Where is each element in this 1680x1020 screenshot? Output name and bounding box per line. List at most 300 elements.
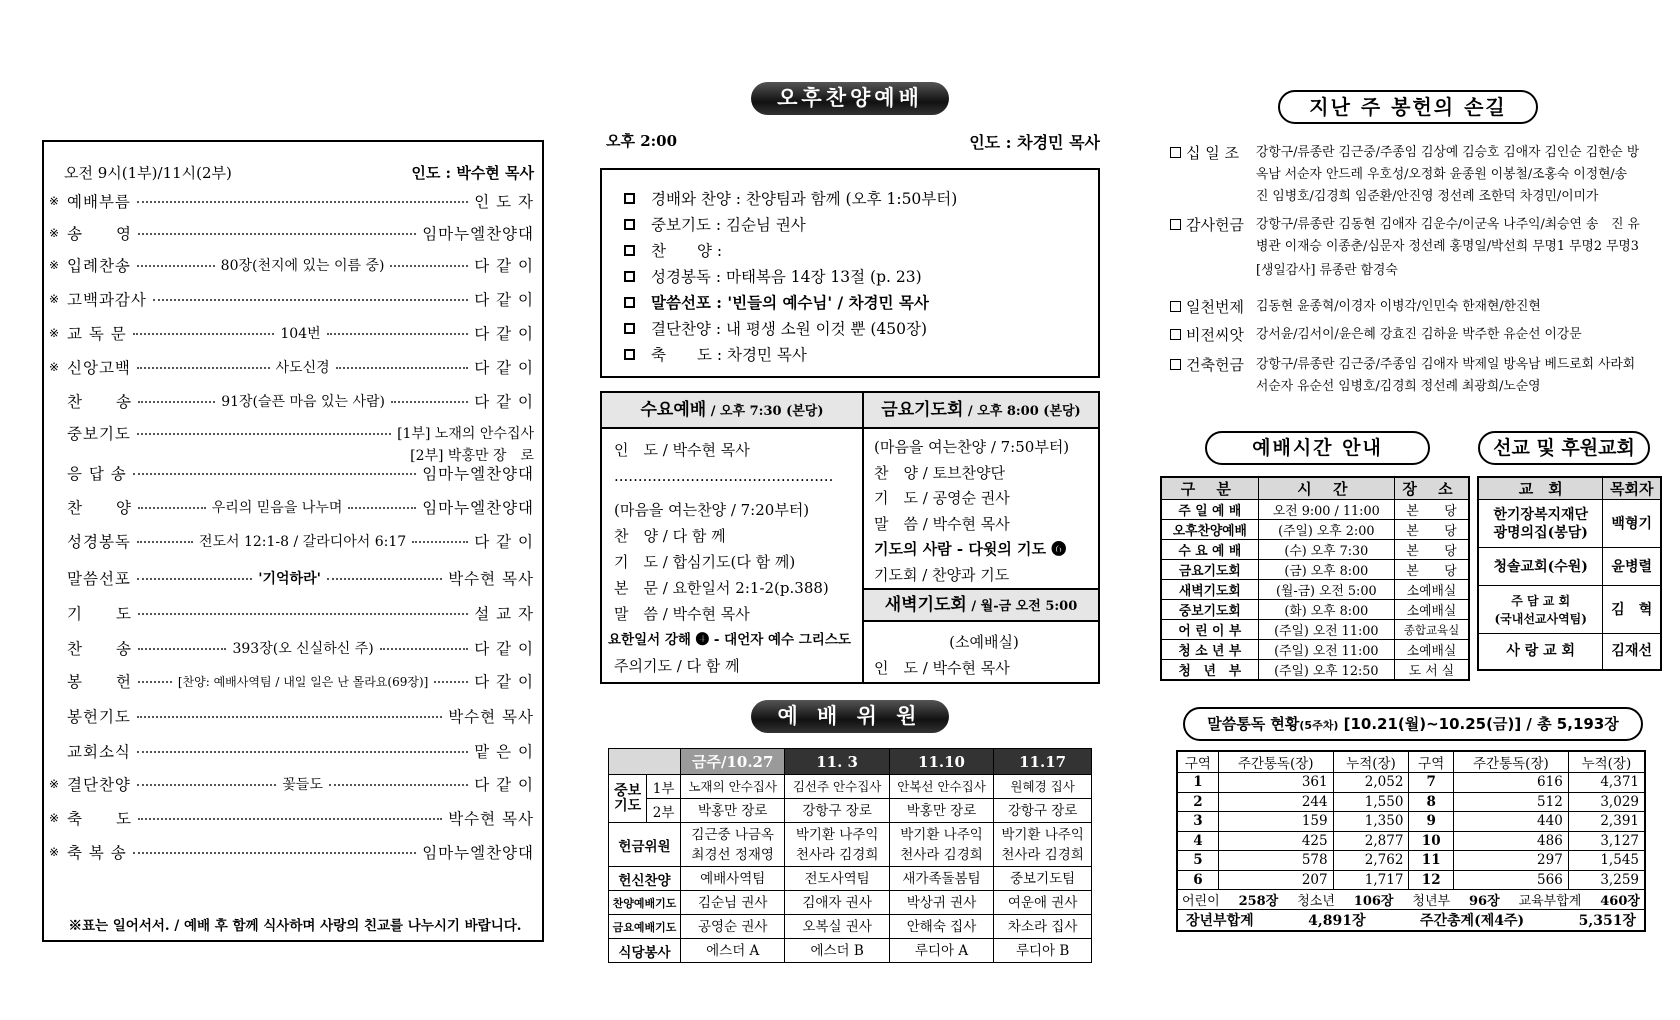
order-responsible: 다 같 이 [474, 673, 534, 691]
order-row [49, 567, 534, 589]
order-label: 축 도 [67, 810, 132, 828]
leader-dots [380, 648, 469, 650]
afternoon-order-text: 중보기도 : 김순님 권사 [651, 216, 806, 234]
wednesday-line: 요한일서 강해 ❹ - 대언자 예수 그리스도 [608, 632, 851, 648]
order-row [49, 530, 534, 552]
dept-count: 96장 [1469, 894, 1500, 909]
leader-dots [138, 818, 442, 820]
servant-name: 박상귀 권사 [889, 891, 993, 915]
reading-header: 구역 [1409, 751, 1454, 773]
reading-cumulative: 1,717 [1333, 870, 1409, 890]
total-label: 장년부합계 [1186, 913, 1254, 929]
reading-district: 8 [1409, 792, 1454, 812]
servant-name: 오복실 권사 [785, 915, 889, 939]
servants-title: 예 배 위 원 [751, 700, 949, 733]
order-row [49, 322, 534, 344]
offering-names: 강항구/류종란 김근중/주종임 김상예 김승호 김애자 김인순 김한순 방옥남 서순자 안드레 우호성/오정화 윤종원 이봉철/조홍숙 이정현/송 진 임병호/김경희 임준환/안진영 정선례 조한덕 차경민/이미가 [1256, 145, 1640, 204]
dawn-line: (소예배실) [949, 633, 1019, 651]
missions-header: 교 회 [1478, 477, 1603, 500]
checkbox-icon [624, 271, 635, 282]
reading-cumulative: 4,371 [1568, 773, 1645, 793]
dawn-title: 새벽기도회 [884, 595, 967, 615]
leader-dots [133, 852, 416, 854]
order-row [49, 422, 534, 444]
wednesday-line: 찬 양 / 다 함 께 [614, 527, 726, 545]
offering-label-text: 비전씨앗 [1186, 326, 1244, 344]
reading-weekly: 361 [1218, 773, 1333, 793]
order-detail: 80장(천지에 있는 이름 중) [220, 258, 385, 274]
servant-name: 박홍만 장로 [889, 799, 993, 823]
order-row [49, 807, 534, 829]
reading-district: 5 [1177, 851, 1218, 871]
servants-sub-label: 2부 [647, 799, 681, 823]
standing-mark: ※ [49, 326, 60, 340]
leader-dots [137, 433, 391, 435]
wednesday-header [602, 393, 862, 427]
wednesday-line: 인 도 / 박수현 목사 [614, 441, 750, 459]
checkbox-icon [1170, 219, 1181, 230]
wednesday-time: / 오후 7:30 (본당) [706, 404, 824, 419]
checkbox-icon [624, 297, 635, 308]
order-row [49, 356, 534, 378]
order-detail: 전도서 12:1-8 / 갈라디아서 6:17 [198, 534, 407, 550]
leader-dots [138, 507, 206, 509]
order-label: 성경봉독 [67, 533, 131, 551]
order-detail: 104번 [280, 326, 321, 342]
servants-group-label: 식당봉사 [609, 939, 681, 963]
standing-mark: ※ [49, 811, 60, 825]
servants-group-label: 찬양예배기도 [609, 891, 681, 915]
standing-mark: ※ [49, 360, 60, 374]
order-row [49, 190, 534, 212]
missions-title: 선교 및 후원교회 [1478, 431, 1650, 465]
reading-weekly: 486 [1453, 831, 1568, 851]
leader-dots [336, 367, 469, 369]
schedule-service: 중보기도회 [1161, 600, 1258, 620]
schedule-service: 오후찬양예배 [1161, 520, 1258, 540]
schedule-header: 구 분 [1161, 477, 1258, 500]
servants-table [608, 748, 1092, 963]
standing-mark: ※ [49, 292, 60, 306]
reading-cumulative: 2,391 [1568, 812, 1645, 832]
leader-dots [327, 333, 469, 335]
order-detail: 91장(슬픈 마음 있는 사람) [221, 394, 385, 410]
dept-count: 460장 [1600, 894, 1640, 909]
reading-district: 2 [1177, 792, 1218, 812]
afternoon-order-item [624, 211, 1098, 237]
order-responsible: 다 같 이 [474, 291, 534, 309]
schedule-header: 장 소 [1395, 477, 1469, 500]
order-responsible: 다 같 이 [474, 776, 535, 794]
reading-title-box [1183, 707, 1643, 741]
order-row [49, 254, 534, 276]
friday-line: 기 도 / 공영순 권사 [874, 489, 1010, 507]
reading-week: (5주차) [1299, 719, 1339, 732]
leader-dots [138, 613, 468, 615]
afternoon-order-item [624, 341, 1098, 367]
checkbox-icon [624, 323, 635, 334]
reading-title: 말씀통독 현황 [1207, 715, 1300, 733]
total-count: 4,891장 [1308, 913, 1366, 929]
dawn-time: / 월-금 오전 5:00 [966, 599, 1078, 614]
servant-name: 에스더 A [681, 939, 785, 963]
servant-name: 공영순 권사 [681, 915, 785, 939]
schedule-table [1160, 476, 1470, 681]
schedule-service: 청 년 부 [1161, 660, 1258, 681]
mission-pastor: 백형기 [1603, 500, 1661, 548]
offering-label-text: 십 일 조 [1186, 144, 1240, 162]
reading-header: 주간통독(장) [1218, 751, 1333, 773]
order-responsible: 인 도 자 [474, 193, 534, 211]
leader-dots [329, 784, 468, 786]
order-label: 교회소식 [67, 743, 131, 761]
wednesday-line: (마음을 여는찬양 / 7:20부터) [614, 501, 810, 519]
offering-names: 강항구/류종란 김동현 김애자 김운수/이군옥 나주익/최승연 송 진 유병관 이재승 이종춘/심문자 정선례 홍명일/박선희 무명1 무명2 무명3 [1256, 217, 1640, 254]
servant-name: 김애자 권사 [785, 891, 889, 915]
schedule-time: (금) 오후 8:00 [1258, 560, 1394, 580]
order-responsible: 임마누엘찬양대 [422, 465, 534, 483]
reading-header: 주간통독(장) [1453, 751, 1568, 773]
schedule-place: 소예배실 [1395, 600, 1469, 620]
schedule-time: (주일) 오후 2:00 [1258, 520, 1394, 540]
schedule-place: 본 당 [1395, 540, 1469, 560]
schedule-service: 주 일 예 배 [1161, 500, 1258, 520]
leader-dots [327, 578, 442, 580]
standing-mark: ※ [49, 258, 60, 272]
order-label: 기 도 [67, 605, 132, 623]
dawn-line: 인 도 / 박수현 목사 [874, 659, 1010, 677]
servants-sub-label: 1부 [647, 775, 681, 799]
reading-weekly: 244 [1218, 792, 1333, 812]
order-responsible: 박수현 목사 [448, 570, 534, 588]
leader-dots [137, 784, 276, 786]
checkbox-icon [624, 193, 635, 204]
reading-district: 4 [1177, 831, 1218, 851]
order-row [49, 496, 534, 518]
offering-label [1170, 296, 1244, 317]
reading-header: 누적(장) [1333, 751, 1409, 773]
servant-name: 박기환 나주익 천사라 김경희 [785, 823, 889, 867]
reading-cumulative: 2,877 [1333, 831, 1409, 851]
checkbox-icon [624, 219, 635, 230]
order-label: 봉 헌 [67, 673, 132, 691]
schedule-place: 소예배실 [1395, 580, 1469, 600]
order-responsible: 박수현 목사 [448, 810, 534, 828]
offering-names: 김동현 윤종혁/이경자 이병각/인민숙 한재현/한진현 [1256, 299, 1541, 314]
servants-group-label: 헌금위원 [609, 823, 681, 867]
offering-label [1170, 214, 1244, 235]
order-responsible: 설 교 자 [474, 605, 534, 623]
checkbox-icon [624, 349, 635, 360]
reading-dept-row [1177, 890, 1645, 910]
leader-dots [434, 681, 468, 683]
leader-dots [137, 716, 442, 718]
offering-names: 강항구/류종란 김근중/주종임 김애자 박제일 방옥남 베드로회 사라회 서순자 유순선 임병호/김경희 정선례 최광희/노순영 [1256, 357, 1636, 394]
order-label: 봉헌기도 [67, 708, 131, 726]
dept-label: 청년부 [1412, 894, 1451, 909]
afternoon-time: 오후 2:00 [606, 132, 678, 150]
order-label: 찬 송 [67, 640, 132, 658]
order-detail: [찬양: 예배사역팀 / 내일 일은 난 몰라요(69장)] [177, 674, 429, 689]
wednesday-line: 기 도 / 합심기도(다 함 께) [614, 553, 796, 571]
order-row [49, 705, 534, 727]
order-label: 찬 송 [67, 393, 132, 411]
reading-cumulative: 1,350 [1333, 812, 1409, 832]
dept-label: 어린이 [1182, 894, 1220, 909]
leader-dots [412, 541, 468, 543]
servants-date-header: 11. 3 [785, 749, 889, 775]
morning-leader: 인도 : 박수현 목사 [411, 164, 534, 182]
order-responsible: 박수현 목사 [448, 708, 534, 726]
afternoon-order-text: 경배와 찬양 : 찬양팀과 함께 (오후 1:50부터) [651, 190, 958, 208]
leader-dots [391, 401, 468, 403]
afternoon-order-text: 축 도 : 차경민 목사 [651, 346, 807, 364]
leader-dots [138, 648, 227, 650]
servant-name: 노재의 안수집사 [681, 775, 785, 799]
offering-label-text: 건축헌금 [1186, 356, 1244, 374]
reading-district: 10 [1409, 831, 1454, 851]
schedule-time: (화) 오후 8:00 [1258, 600, 1394, 620]
leader-dots [137, 541, 193, 543]
friday-line: 기도회 / 찬양과 기도 [874, 565, 1010, 584]
leader-dots [137, 265, 215, 267]
checkbox-icon [1170, 147, 1181, 158]
schedule-place: 종합교육실 [1395, 620, 1469, 640]
order-responsible: 임마누엘찬양대 [422, 844, 534, 862]
missions-table [1477, 476, 1662, 671]
servants-date-header: 11.17 [994, 749, 1092, 775]
order-responsible: 다 같 이 [474, 257, 534, 275]
order-row [49, 740, 534, 762]
afternoon-order-text: 성경봉독 : 마태복음 14장 13절 (p. 23) [651, 268, 922, 286]
missions-header: 목회자 [1603, 477, 1661, 500]
afternoon-order-item [624, 315, 1098, 341]
offering-names: [생일감사] 류종란 함경숙 [1256, 263, 1398, 278]
order-row [49, 222, 534, 244]
friday-time: / 오후 8:00 (본당) [963, 404, 1081, 419]
servant-name: 김순님 권사 [681, 891, 785, 915]
mission-church: 주 담 교 회 (국내선교사역팀) [1478, 586, 1603, 634]
order-label: 신앙고백 [67, 359, 131, 377]
reading-cumulative: 1,545 [1568, 851, 1645, 871]
schedule-service: 어 린 이 부 [1161, 620, 1258, 640]
wednesday-line: 말 씀 / 박수현 목사 [614, 605, 750, 623]
friday-header [864, 393, 1098, 427]
servants-group-label: 금요예배기도 [609, 915, 681, 939]
leader-dots [137, 578, 252, 580]
standing-mark: ※ [49, 845, 60, 859]
servant-name: 김근중 나금옥 최경선 정재영 [681, 823, 785, 867]
order-responsible: 임마누엘찬양대 [422, 225, 534, 243]
reading-weekly: 159 [1218, 812, 1333, 832]
friday-line: 말 씀 / 박수현 목사 [874, 514, 1010, 533]
reading-weekly: 440 [1453, 812, 1568, 832]
leader-dots [137, 201, 468, 203]
reading-period: [10.21(월)~10.25(금)] / 총 5,193장 [1338, 715, 1619, 733]
leader-dots [137, 751, 468, 753]
reading-cumulative: 2,052 [1333, 773, 1409, 793]
mission-church: 한기장복지재단 광명의집(봉담) [1478, 500, 1603, 548]
schedule-time: (주일) 오전 11:00 [1258, 640, 1394, 660]
order-label: 말씀선포 [67, 570, 131, 588]
intercession-second: [2부] 박홍만 장 로 [410, 448, 534, 464]
dept-label: 교육부합계 [1518, 894, 1582, 909]
servant-name: 김선주 안수집사 [785, 775, 889, 799]
order-detail: 393장(오 신실하신 주) [232, 641, 374, 657]
morning-footnote: ※표는 일어서서. / 예배 후 함께 식사하며 사랑의 친교를 나누시기 바랍니다. [68, 918, 522, 934]
schedule-time: (월-금) 오전 5:00 [1258, 580, 1394, 600]
servant-name: 루디아 B [994, 939, 1092, 963]
friday-title: 금요기도회 [881, 400, 964, 420]
servant-name: 에스더 B [785, 939, 889, 963]
servant-name: 박기환 나주익 천사라 김경희 [889, 823, 993, 867]
dept-count: 106장 [1353, 894, 1394, 909]
leader-dots [133, 473, 416, 475]
leader-dots [390, 265, 468, 267]
servants-group-label: 중보기도 [609, 775, 647, 823]
mission-church: 사 랑 교 회 [1478, 634, 1603, 670]
reading-dept-line [1178, 890, 1644, 909]
order-row [49, 462, 534, 484]
servant-name: 예배사역팀 [681, 867, 785, 891]
schedule-title: 예배시간 안내 [1205, 431, 1430, 465]
mission-pastor: 김 혁 [1603, 586, 1661, 634]
servants-corner [609, 749, 681, 775]
schedule-time: 오전 9:00 / 11:00 [1258, 500, 1394, 520]
order-detail: 꽃들도 [282, 777, 323, 793]
afternoon-title: 오후찬양예배 [751, 82, 949, 115]
mission-church: 청솔교회(수원) [1478, 548, 1603, 586]
offering-label-text: 감사헌금 [1186, 216, 1244, 234]
offering-label [1170, 142, 1239, 163]
midweek-box [600, 391, 1100, 684]
servant-name: 새가족돌봄팀 [889, 867, 993, 891]
servants-date-header: 11.10 [889, 749, 993, 775]
afternoon-order-text: 말씀선포 : '빈들의 예수님' / 차경민 목사 [651, 293, 929, 312]
reading-district: 11 [1409, 851, 1454, 871]
reading-district: 3 [1177, 812, 1218, 832]
checkbox-icon [624, 245, 635, 256]
offerings-title: 지난 주 봉헌의 손길 [1278, 90, 1538, 124]
leader-dots [138, 681, 172, 683]
servant-name: 강항구 장로 [994, 799, 1092, 823]
reading-weekly: 425 [1218, 831, 1333, 851]
servant-name: 여운애 권사 [994, 891, 1092, 915]
order-responsible: 다 같 이 [474, 325, 534, 343]
reading-header: 누적(장) [1568, 751, 1645, 773]
wednesday-line: 본 문 / 요한일서 2:1-2(p.388) [614, 579, 829, 597]
checkbox-icon [1170, 329, 1181, 340]
schedule-time: (주일) 오전 11:00 [1258, 620, 1394, 640]
afternoon-order-box [600, 168, 1100, 378]
schedule-place: 도 서 실 [1395, 660, 1469, 681]
reading-district: 7 [1409, 773, 1454, 793]
dawn-header [864, 588, 1098, 622]
morning-time: 오전 9시(1부)/11시(2부) [64, 164, 232, 182]
servant-name: 박기환 나주익 천사라 김경희 [994, 823, 1092, 867]
reading-weekly: 512 [1453, 792, 1568, 812]
order-responsible: [1부] 노재의 안수집사 [397, 426, 534, 442]
reading-weekly: 616 [1453, 773, 1568, 793]
servants-group-label: 헌신찬양 [609, 867, 681, 891]
schedule-service: 금요기도회 [1161, 560, 1258, 580]
order-responsible: 다 같 이 [474, 533, 535, 551]
reading-total-row [1177, 910, 1645, 932]
total-label: 주간총계(제4주) [1419, 913, 1525, 929]
reading-total-line [1178, 910, 1644, 930]
order-row [49, 841, 534, 863]
afternoon-order-item [624, 263, 1098, 289]
schedule-place: 본 당 [1395, 560, 1469, 580]
servant-name: 박홍만 장로 [681, 799, 785, 823]
offering-label-text: 일천번제 [1186, 298, 1244, 316]
mission-pastor: 윤병렬 [1603, 548, 1661, 586]
reading-cumulative: 3,127 [1568, 831, 1645, 851]
reading-district: 12 [1409, 870, 1454, 890]
afternoon-order-item [624, 237, 1098, 263]
leader-dots [153, 299, 468, 301]
afternoon-order-text: 찬 양 : [651, 242, 723, 260]
morning-service-panel [42, 140, 544, 942]
reading-weekly: 566 [1453, 870, 1568, 890]
order-row [49, 288, 534, 310]
schedule-service: 수 요 예 배 [1161, 540, 1258, 560]
standing-mark: ※ [49, 777, 60, 791]
order-label: 교 독 문 [67, 325, 127, 343]
leader-dots [138, 401, 215, 403]
schedule-place: 본 당 [1395, 500, 1469, 520]
order-responsible: 다 같 이 [474, 359, 535, 377]
dawn-body [874, 629, 1094, 681]
order-detail: 사도신경 [275, 360, 330, 376]
order-responsible: 맡 은 이 [474, 743, 534, 761]
servant-name: 중보기도팀 [994, 867, 1092, 891]
reading-district: 1 [1177, 773, 1218, 793]
order-row [49, 390, 534, 412]
reading-header: 구역 [1177, 751, 1218, 773]
afternoon-leader: 인도 : 차경민 목사 [969, 133, 1100, 152]
leader-dots [138, 233, 416, 235]
order-label: 찬 양 [67, 499, 132, 517]
order-label: 축 복 송 [67, 844, 127, 862]
reading-district: 6 [1177, 870, 1218, 890]
friday-line: 기도의 사람 - 다윗의 기도 ❻ [874, 540, 1067, 558]
servant-name: 안해숙 집사 [889, 915, 993, 939]
order-label: 입례찬송 [67, 257, 131, 275]
reading-cumulative: 3,259 [1568, 870, 1645, 890]
wednesday-line: .............................................. [614, 467, 834, 485]
schedule-time: (수) 오후 7:30 [1258, 540, 1394, 560]
servants-date-header: 금주/10.27 [681, 749, 785, 775]
order-row [49, 637, 534, 659]
wednesday-title: 수요예배 [640, 400, 707, 420]
servant-name: 안복선 안수집사 [889, 775, 993, 799]
order-label: 고백과감사 [67, 291, 147, 309]
mission-pastor: 김재선 [1603, 634, 1661, 670]
schedule-service: 새벽기도회 [1161, 580, 1258, 600]
offering-label [1170, 324, 1244, 345]
afternoon-order-text: 결단찬양 : 내 평생 소원 이것 뿐 (450장) [651, 320, 928, 338]
checkbox-icon [1170, 301, 1181, 312]
reading-cumulative: 2,762 [1333, 851, 1409, 871]
wednesday-line: 주의기도 / 다 함 께 [614, 657, 740, 675]
servant-name: 강항구 장로 [785, 799, 889, 823]
total-count: 5,351장 [1578, 913, 1636, 929]
standing-mark: ※ [49, 194, 60, 208]
order-label: 결단찬양 [67, 776, 131, 794]
afternoon-order-item [624, 185, 1098, 211]
reading-weekly: 578 [1218, 851, 1333, 871]
